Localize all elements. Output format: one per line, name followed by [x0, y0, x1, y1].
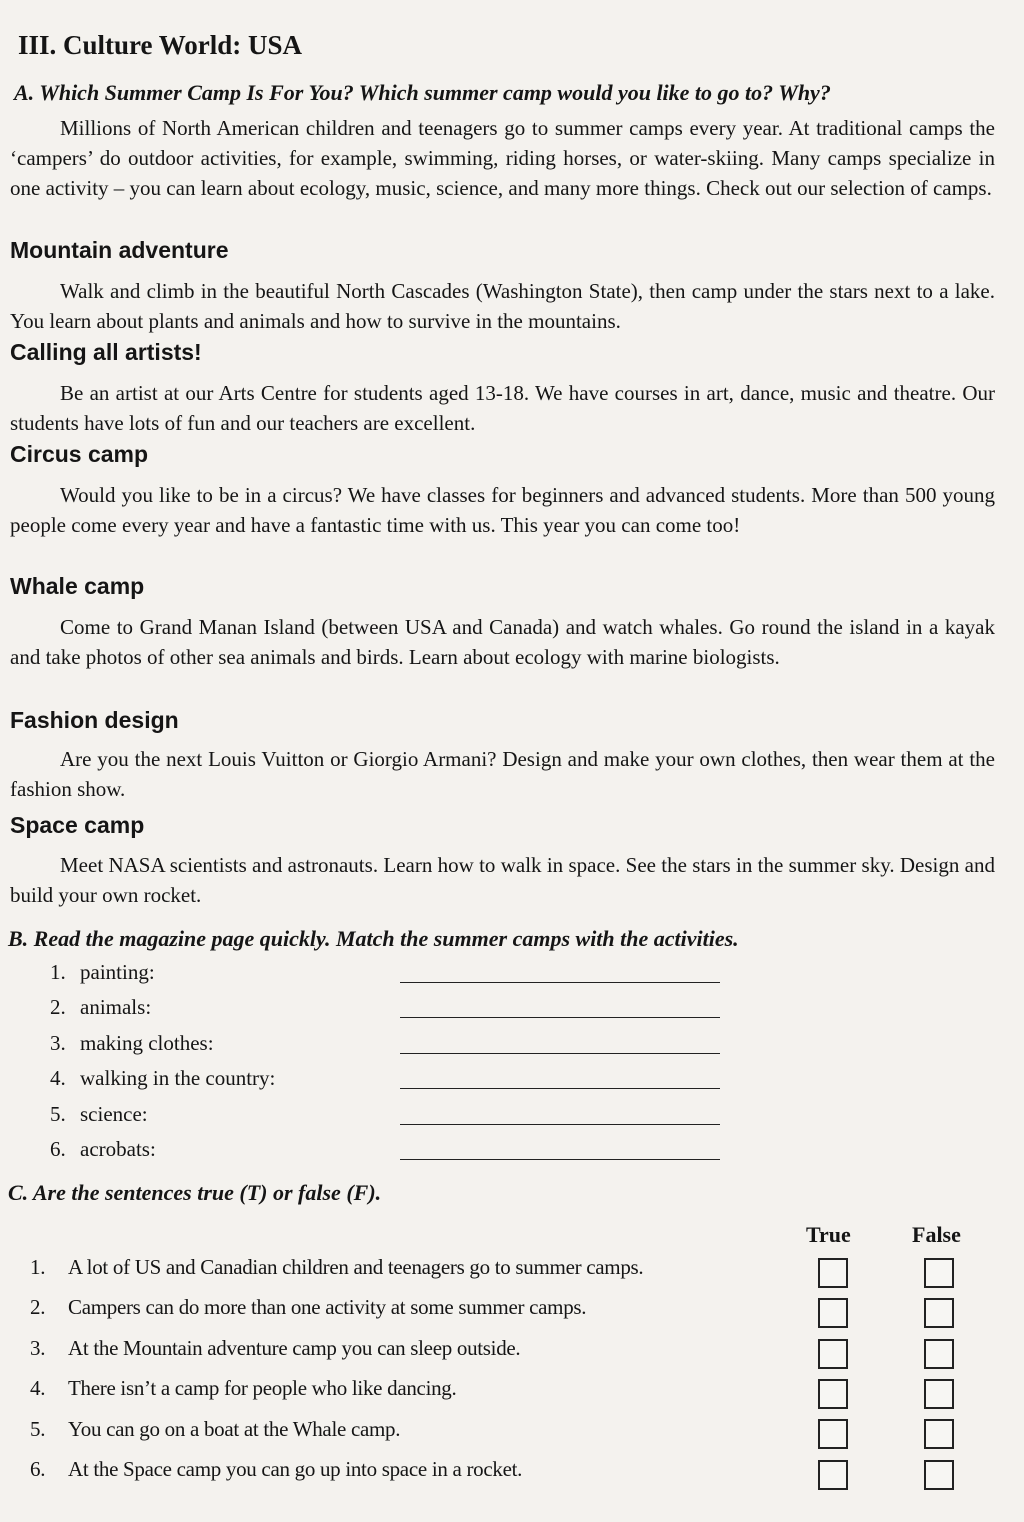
match-label: acrobats: — [80, 1137, 156, 1161]
true-checkbox-4[interactable] — [818, 1379, 848, 1409]
true-checkbox-1[interactable] — [818, 1258, 848, 1288]
camp-heading-circus: Circus camp — [10, 441, 149, 467]
camp-heading-artists: Calling all artists! — [10, 339, 202, 365]
match-number: 5. — [50, 1102, 66, 1126]
false-checkbox-5[interactable] — [924, 1419, 954, 1449]
false-checkbox-6[interactable] — [924, 1460, 954, 1490]
section-a-heading: A. Which Summer Camp Is For You? Which summer camp would you like to go to? Why? — [14, 80, 831, 105]
match-number: 1. — [50, 960, 66, 984]
match-row — [50, 1137, 730, 1171]
true-checkbox-2[interactable] — [818, 1298, 848, 1328]
camp-text-fashion: Are you the next Louis Vuitton or Giorgio Armani? Design and make your own clothes, then wear them at the fashion show. — [10, 747, 995, 801]
statement-text: At the Space camp you can go up into space in a rocket. — [68, 1457, 523, 1481]
answer-line[interactable] — [400, 1017, 720, 1018]
match-label: animals: — [80, 995, 152, 1019]
statement-number: 5. — [30, 1417, 46, 1441]
match-row — [50, 1031, 730, 1065]
answer-line[interactable] — [400, 982, 720, 983]
match-label: painting: — [80, 960, 155, 984]
camp-heading-whale: Whale camp — [10, 573, 145, 599]
statement-text: There isn’t a camp for people who like dancing. — [68, 1376, 457, 1400]
false-column-label: False — [912, 1222, 961, 1247]
match-number: 4. — [50, 1066, 66, 1090]
match-label: making clothes: — [80, 1031, 214, 1055]
statement-number: 4. — [30, 1376, 46, 1400]
statement-number: 2. — [30, 1295, 46, 1319]
match-number: 2. — [50, 995, 66, 1019]
match-row — [50, 1102, 730, 1136]
statement-number: 6. — [30, 1457, 46, 1481]
true-checkbox-3[interactable] — [818, 1339, 848, 1369]
match-row — [50, 960, 730, 994]
camp-text-space: Meet NASA scientists and astronauts. Learn how to walk in space. See the stars in the summer sky. Design and build your own rocket. — [10, 853, 995, 907]
answer-line[interactable] — [400, 1053, 720, 1054]
statement-text: A lot of US and Canadian children and teenagers go to summer camps. — [68, 1255, 644, 1279]
camp-text-circus: Would you like to be in a circus? We have classes for beginners and advanced students. More than 500 young people come every year and have a fantastic time with us. This year you can come too! — [10, 483, 995, 537]
camp-text-artists: Be an artist at our Arts Centre for students aged 13-18. We have courses in art, dance, music and theatre. Our students have lots of fun and our teachers are excellent. — [10, 381, 995, 435]
false-checkbox-4[interactable] — [924, 1379, 954, 1409]
match-row — [50, 995, 730, 1029]
statement-text: At the Mountain adventure camp you can sleep outside. — [68, 1336, 521, 1360]
false-checkbox-3[interactable] — [924, 1339, 954, 1369]
answer-line[interactable] — [400, 1124, 720, 1125]
match-number: 3. — [50, 1031, 66, 1055]
camp-text-mountain: Walk and climb in the beautiful North Cascades (Washington State), then camp under the stars next to a lake. You learn about plants and animals and how to survive in the mountains. — [10, 279, 995, 333]
camp-heading-mountain: Mountain adventure — [10, 237, 229, 263]
section-c-heading: C. Are the sentences true (T) or false (F). — [8, 1180, 382, 1205]
page-title: III. Culture World: USA — [18, 30, 303, 60]
statement-text: You can go on a boat at the Whale camp. — [68, 1417, 401, 1441]
match-label: walking in the country: — [80, 1066, 276, 1090]
section-b-heading: B. Read the magazine page quickly. Match the summer camps with the activities. — [8, 926, 739, 951]
statement-text: Campers can do more than one activity at some summer camps. — [68, 1295, 587, 1319]
false-checkbox-2[interactable] — [924, 1298, 954, 1328]
statement-number: 3. — [30, 1336, 46, 1360]
camp-text-whale: Come to Grand Manan Island (between USA and Canada) and watch whales. Go round the island in a kayak and take photos of other sea animals and birds. Learn about ecology with marine biologists. — [10, 615, 995, 669]
section-a-intro: Millions of North American children and teenagers go to summer camps every year. At traditional camps the ‘campers’ do outdoor activities, for example, swimming, riding horses, or water-skiing. Many camps specialize in one activity – you can learn about ecology, music, science, and many more things. Check out our selection of camps. — [10, 116, 995, 200]
match-row — [50, 1066, 730, 1100]
answer-line[interactable] — [400, 1159, 720, 1160]
answer-line[interactable] — [400, 1088, 720, 1089]
true-checkbox-6[interactable] — [818, 1460, 848, 1490]
true-checkbox-5[interactable] — [818, 1419, 848, 1449]
false-checkbox-1[interactable] — [924, 1258, 954, 1288]
true-column-label: True — [806, 1222, 851, 1247]
match-label: science: — [80, 1102, 148, 1126]
match-number: 6. — [50, 1137, 66, 1161]
statement-number: 1. — [30, 1255, 46, 1279]
camp-heading-fashion: Fashion design — [10, 707, 179, 733]
camp-heading-space: Space camp — [10, 812, 145, 838]
